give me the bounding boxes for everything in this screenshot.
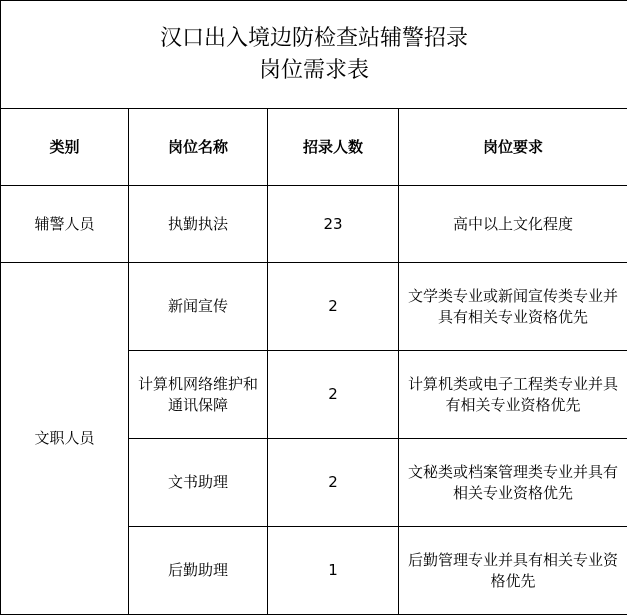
requirement-cell: 后勤管理专业并具有相关专业资格优先 bbox=[399, 527, 627, 615]
position-cell: 后勤助理 bbox=[129, 527, 268, 615]
requirement-cell: 文秘类或档案管理类专业并具有相关专业资格优先 bbox=[399, 439, 627, 527]
title-line-2: 岗位需求表 bbox=[3, 55, 625, 87]
table-title bbox=[1, 1, 627, 109]
category-cell: 辅警人员 bbox=[1, 186, 129, 263]
requirement-cell: 高中以上文化程度 bbox=[399, 186, 627, 263]
count-cell: 23 bbox=[268, 186, 399, 263]
requirement-cell: 文学类专业或新闻宣传类专业并具有相关专业资格优先 bbox=[399, 263, 627, 351]
header-requirement: 岗位要求 bbox=[399, 109, 627, 186]
position-cell: 执勤执法 bbox=[129, 186, 268, 263]
position-cell: 计算机网络维护和通讯保障 bbox=[129, 351, 268, 439]
table-row bbox=[1, 186, 627, 263]
header-count: 招录人数 bbox=[268, 109, 399, 186]
category-cell: 文职人员 bbox=[1, 263, 129, 615]
count-cell: 1 bbox=[268, 527, 399, 615]
position-cell: 新闻宣传 bbox=[129, 263, 268, 351]
count-cell: 2 bbox=[268, 439, 399, 527]
header-category: 类别 bbox=[1, 109, 129, 186]
table-row bbox=[1, 263, 627, 351]
header-row bbox=[1, 109, 627, 186]
count-cell: 2 bbox=[268, 263, 399, 351]
requirement-cell: 计算机类或电子工程类专业并具有相关专业资格优先 bbox=[399, 351, 627, 439]
count-cell: 2 bbox=[268, 351, 399, 439]
header-position: 岗位名称 bbox=[129, 109, 268, 186]
title-line-1: 汉口出入境边防检查站辅警招录 bbox=[3, 23, 625, 55]
position-cell: 文书助理 bbox=[129, 439, 268, 527]
